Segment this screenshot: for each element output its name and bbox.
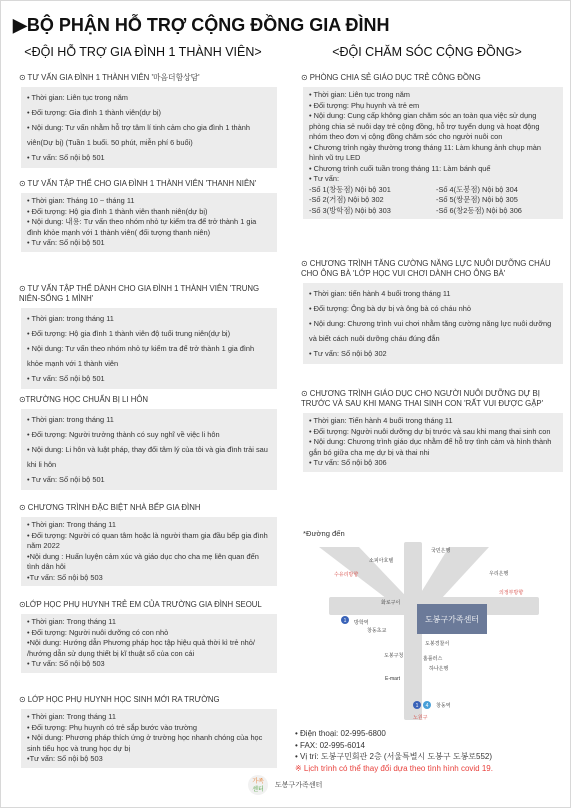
detail-line: • Chương trình ngày thường trong tháng 11: Làm khung ảnh chụp màn hình vũ trụ LED <box>309 142 541 162</box>
map-label: E-mart <box>385 676 400 682</box>
section-details <box>21 709 277 768</box>
detail-line: • Đối tượng: Người có quan tâm hoặc là người tham gia đầu bếp gia đình năm 2022 <box>27 530 268 550</box>
covid-warning: ※ Lịch trình có thể thay đổi dựa theo tình hình covid 19. <box>295 763 493 773</box>
section-title: ⊙ CHƯƠNG TRÌNH ĐẶC BIỆT NHÀ BẾP GIA ĐÌNH <box>19 503 201 512</box>
section-details <box>21 409 277 490</box>
section-details <box>303 413 563 472</box>
map-label: 창동역 <box>436 703 451 709</box>
section-title: ⊙ LỚP HỌC PHỤ HUYNH HỌC SINH MỚI RA TRƯỜNG <box>19 695 220 704</box>
program-section <box>7 600 279 673</box>
detail-line: • Tư vấn: <box>309 174 339 183</box>
location-item: -Số 1(창동점) Nội bộ 301 <box>309 184 391 194</box>
footer-org-name: 도봉구가족센터 <box>275 782 323 789</box>
program-section <box>289 389 565 472</box>
detail-line: • Nội dung: Tư vấn nhằm hỗ trợ tâm lí tinh cảm cho gia đình 1 thành viên(Dự bị) (Tuần 1 buổi. 50 phút, miễn phí 6 buổi) <box>27 123 251 147</box>
section-title: ⊙LỚP HỌC PHỤ HUYNH TRẺ EM CỦA TRƯỜNG GIA ĐÌNH SEOUL <box>19 600 262 609</box>
location-item: -Số 4(도봉점) Nội bộ 304 <box>436 184 518 194</box>
location-item: -Số 3(방학점) Nội bộ 303 <box>309 205 391 215</box>
detail-line: • Nội dung: 내용: Tư vấn theo nhóm nhỏ tự kiểm tra để trở thành 1 gia đình khỏe mạnh với 1 thành viên( đối tượng thanh niên) <box>27 217 257 237</box>
detail-line: • Thời gian: Tiến hành 4 buổi trong tháng 11 <box>309 416 453 425</box>
detail-line: • Đối tượng: Người trưởng thành có suy nghĩ về việc li hôn <box>27 430 220 439</box>
detail-line: • Thời gian: trong tháng 11 <box>27 314 114 323</box>
detail-line: • Đối tượng: Hộ gia đình 1 thành viên độ tuổi trung niên(dự bị) <box>27 329 231 338</box>
program-section <box>7 73 279 168</box>
section-details <box>21 87 277 168</box>
section-details <box>21 517 277 586</box>
detail-line: • Tư vấn: Số nội bộ 501 <box>27 238 105 247</box>
subway-marker-4-label: 4 <box>425 703 429 709</box>
section-title: ⊙ CHƯƠNG TRÌNH TĂNG CƯỜNG NĂNG LỰC NUÔI DƯỠNG CHÁU CHO ÔNG BÀ 'LỚP HỌC VUI CHƠI DÀNH CHO ÔNG BÀ' <box>301 259 551 278</box>
program-section <box>7 395 279 490</box>
center-label: 도봉구가족센터 <box>424 615 480 624</box>
contact-info <box>295 728 565 774</box>
section-title: ⊙ PHÒNG CHIA SẺ GIÁO DỤC TRẺ CÔNG ĐỒNG <box>301 73 481 82</box>
contact-line: • Vị trí: 도봉구민회관 2층 (서울특별시 도봉구 도봉로552) <box>295 752 493 761</box>
family-center-logo-icon <box>247 774 269 796</box>
section-details <box>21 308 277 389</box>
map-label: 화로구이 <box>381 600 401 606</box>
section-title: ⊙ TƯ VẤN TẬP THỂ CHO GIA ĐÌNH 1 THÀNH VIÊN 'THANH NIÊN' <box>19 179 257 188</box>
detail-line: • Nội dung: Chương trình vui chơi nhằm tăng cường năng lực nuôi dưỡng và biết cách nuôi dưỡng cháu đúng đắn <box>309 319 552 343</box>
detail-line: • Nội dung: Chương trình giáo dục nhằm để hỗ trợ tình cảm và hình thành gắn bó giữa cha mẹ dự bị và thai nhi <box>309 437 552 457</box>
detail-line: • Thời gian: tiến hành 4 buổi trong tháng 11 <box>309 289 451 298</box>
detail-line: • Nội dung: Cung cấp không gian chăm sóc an toàn qua việc sử dụng phòng chia sẻ nuôi dạy trẻ cộng đồng, hỗ trợ tuyển dụng và hoạt động nhóm theo đơn vị cộng đồng chăm sóc cho người nuôi con <box>309 111 540 141</box>
map-label: 도봉구청 <box>384 653 404 659</box>
right-column <box>289 45 565 774</box>
map-svg <box>299 542 549 720</box>
page-title: ▶BỘ PHẬN HỖ TRỢ CỘNG ĐỒNG GIA ĐÌNH <box>13 15 390 35</box>
section-details <box>303 87 563 219</box>
program-section <box>7 695 279 768</box>
detail-line: • Thời gian: Trong tháng 11 <box>27 617 116 626</box>
section-title: ⊙ TƯ VẤN GIA ĐÌNH 1 THÀNH VIÊN '마음더함상담' <box>19 73 200 82</box>
map-label: 수유리방향 <box>334 572 359 578</box>
program-section <box>289 259 565 364</box>
map-label: 하나은행 <box>429 666 449 672</box>
detail-line: • Thời gian: Liên tục trong năm <box>309 90 410 99</box>
detail-line: • Đối tượng: Ông bà dự bị và ông bà có cháu nhỏ <box>309 304 471 313</box>
section-title: ⊙ CHƯƠNG TRÌNH GIÁO DỤC CHO NGƯỜI NUÔI DƯỠNG DỰ BỊ TRƯỚC VÀ SAU KHI MANG THAI SINH CON 'RẤT VUI ĐƯỢC GẶP' <box>301 389 544 408</box>
contact-lines <box>295 728 565 763</box>
detail-line: •Tư vấn: Số nội bộ 503 <box>27 572 103 582</box>
location-list <box>309 185 557 217</box>
contact-line: • Điện thoại: 02-995-6800 <box>295 729 386 738</box>
contact-line: • FAX: 02-995-6014 <box>295 740 365 750</box>
right-heading: <ĐỘI CHĂM SÓC CỘNG ĐỒNG> <box>332 45 522 59</box>
detail-line: • Nội dung: Phương pháp thích ứng ở trường học nhanh chóng của học sinh tiểu học và trung học dự bị <box>27 733 263 753</box>
detail-line: •Nội dung: Hướng dẫn Phương pháp học tập hiệu quả thời kì trẻ nhỏ/ /hướng dẫn sử dụng thiết bị kĩ thuật số của con cái <box>27 638 255 658</box>
detail-line: • Đối tượng: Người nuôi dưỡng có con nhỏ <box>27 627 169 637</box>
program-section <box>289 73 565 219</box>
map-label: 창동초교 <box>367 628 387 634</box>
detail-line: • Thời gian: Trong tháng 11 <box>27 520 116 529</box>
detail-line: • Tư vấn: Số nội bộ 501 <box>27 153 105 162</box>
detail-line: • Tư vấn: Số nội bộ 503 <box>27 659 105 668</box>
logo-text-top: 가족 <box>252 778 264 785</box>
left-column <box>7 45 279 763</box>
program-section <box>7 503 279 586</box>
detail-line: • Nội dung: Tư vấn theo nhóm nhỏ tự kiểm tra để trở thành 1 gia đình khỏe mạnh với 1 thành viên <box>27 344 255 368</box>
detail-line: • Đối tượng: Người nuôi dưỡng dự bị trước và sau khi mang thai sinh con <box>309 426 551 436</box>
footer <box>247 774 322 796</box>
section-title: ⊙ TƯ VẤN TẬP THỂ DÀNH CHO GIA ĐÌNH 1 THÀNH VIÊN 'TRUNG NIÊN-SỐNG 1 MÌNH' <box>19 284 260 303</box>
left-heading: <ĐỘI HỖ TRỢ GIA ĐÌNH 1 THÀNH VIÊN> <box>24 45 262 59</box>
detail-line: •Tư vấn: Số nội bộ 503 <box>27 754 103 763</box>
detail-line: • Tư vấn: Số nội bộ 501 <box>27 374 105 383</box>
program-section <box>7 179 279 252</box>
detail-line: • Thời gian: Trong tháng 11 <box>27 712 116 721</box>
map-label: 국민은행 <box>431 548 451 554</box>
detail-line: • Đối tượng: Phụ huynh có trẻ sắp bước vào trường <box>27 722 198 732</box>
map-label: 노원구 <box>413 715 428 720</box>
map-title: *Đường đến <box>303 529 345 538</box>
detail-line: • Đối tượng: Phụ huynh và trẻ em <box>309 100 420 110</box>
detail-line: • Đối tượng: Gia đình 1 thành viên(dự bị) <box>27 108 162 117</box>
detail-line: • Thời gian: Tháng 10 ~ tháng 11 <box>27 196 135 205</box>
map-label: 의정부방향 <box>499 590 524 596</box>
detail-line: • Tư vấn: Số nội bộ 306 <box>309 458 387 467</box>
logo-text-bottom: 센터 <box>252 786 264 793</box>
detail-line: • Tư vấn: Số nội bộ 501 <box>27 475 105 484</box>
program-section <box>7 284 279 389</box>
detail-line: • Tư vấn: Số nội bộ 302 <box>309 349 387 358</box>
section-details <box>21 193 277 252</box>
directions-map <box>299 542 549 720</box>
location-item: -Số 5(쌍문점) Nội bộ 305 <box>436 195 518 204</box>
location-item: -Số 6(창2동점) Nội bộ 306 <box>436 205 522 215</box>
right-sections <box>289 73 565 523</box>
section-details <box>303 283 563 364</box>
map-label: 우리은행 <box>489 571 509 577</box>
subway-marker-1-label: 1 <box>343 618 347 624</box>
detail-line: • Chương trình cuối tuần trong tháng 11: Làm bánh quế <box>309 163 491 173</box>
detail-line: • Thời gian: Liên tục trong năm <box>27 93 128 102</box>
map-label: 홈플러스 <box>423 656 443 662</box>
map-label: 소피아호텔 <box>369 558 394 564</box>
location-item: -Số 2(거점) Nội bộ 302 <box>309 195 384 204</box>
section-title: ⊙TRƯỜNG HỌC CHUẨN BỊ LI HÔN <box>19 395 149 404</box>
map-label: 방학역 <box>354 620 369 626</box>
map-label: 도봉경찰서 <box>425 641 450 647</box>
detail-line: • Thời gian: trong tháng 11 <box>27 415 114 424</box>
subway-marker-1b-label: 1 <box>415 703 419 709</box>
detail-line: • Nội dung: Li hôn và luật pháp, thay đổi tâm lý của tôi và gia đình trải sau khi li hôn <box>27 445 268 469</box>
detail-line: • Đối tượng: Hộ gia đình 1 thành viên thanh niên(dự bị) <box>27 206 208 216</box>
section-details <box>21 614 277 673</box>
detail-line: •Nội dung : Huấn luyện cảm xúc và giáo dục cho cha mẹ liên quan đến tình dân hôi <box>27 551 259 571</box>
